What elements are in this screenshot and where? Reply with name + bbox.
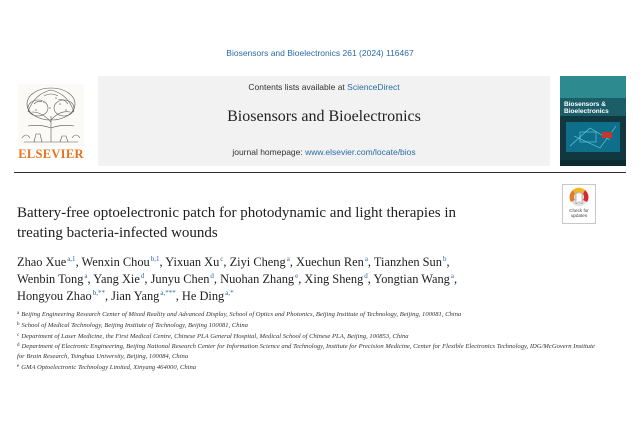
author-affiliation-marker[interactable]: a,* [225, 289, 234, 297]
author-name[interactable]: Yixuan Xu [165, 255, 220, 269]
author-name[interactable]: Nuohan Zhang [220, 272, 295, 286]
journal-homepage-link[interactable]: www.elsevier.com/locate/bios [305, 147, 416, 157]
author-entry [182, 289, 234, 303]
affiliation-list [17, 309, 597, 373]
author-name[interactable]: Hongyou Zhao [17, 289, 92, 303]
bookmark-icon [563, 185, 595, 209]
author-name[interactable]: Wenbin Tong [17, 272, 84, 286]
check-updates-line2: updates [570, 213, 588, 218]
author-name[interactable]: Xuechun Ren [296, 255, 364, 269]
author-separator: , [213, 272, 221, 286]
author-entry [17, 272, 93, 286]
author-entry [220, 272, 304, 286]
author-separator: , [289, 255, 297, 269]
affiliation-marker: d [17, 343, 20, 349]
author-entry [374, 272, 458, 286]
affiliation-marker: c [17, 332, 20, 338]
author-affiliation-marker[interactable]: d [364, 272, 368, 280]
journal-title: Biosensors and Bioelectronics [227, 108, 421, 125]
author-entry [17, 289, 111, 303]
article-title-line1: Battery-free optoelectronic patch for photodynamic and light therapies in [17, 205, 457, 221]
author-name[interactable]: Tianzhen Sun [373, 255, 442, 269]
header-divider [14, 172, 626, 173]
author-name[interactable]: Ziyi Cheng [229, 255, 286, 269]
author-entry [151, 272, 221, 286]
author-separator: , [87, 272, 94, 286]
author-entry [230, 255, 296, 269]
author-affiliation-marker[interactable]: a [450, 272, 454, 280]
author-entry [374, 255, 450, 269]
affiliation-text: GMA Optoelectronic Technology Limited, Xinyang 464000, China [21, 363, 197, 371]
author-separator: , [104, 289, 112, 303]
affiliation-text: Department of Laser Medicine, the First Medical Centre, Chinese PLA General Hospital, Medical School of Chinese PLA, Beijing, 100853, China [21, 332, 409, 340]
author-affiliation-marker[interactable]: c [220, 255, 224, 263]
sciencedirect-link[interactable]: ScienceDirect [347, 82, 400, 92]
affiliation-text: Department of Electronic Engineering, Beijing National Research Center for Information Science and Technology, Institute for Precision Medicine, Center for Flexible Electronics Technology, IDG/McGovern Institute for Brain Research, Tsinghua University, Beijing, 100084, China [17, 343, 595, 361]
author-separator: , [453, 272, 458, 286]
affiliation-marker: e [17, 363, 20, 369]
contents-prefix: Contents lists available at [248, 82, 348, 92]
author-name[interactable]: Jian Yang [111, 289, 160, 303]
author-name[interactable]: Zhao Xue [17, 255, 67, 269]
author-entry [93, 272, 150, 286]
affiliation-text: Beijing Engineering Research Center of Mixed Reality and Advanced Display, School of Optics and Photonics, Beijing Institute of Technology, Beijing, 100081, China [21, 311, 462, 318]
affiliation-marker: b [17, 321, 20, 327]
author-affiliation-marker[interactable]: a [364, 255, 368, 263]
author-entry [304, 272, 373, 286]
author-affiliation-marker[interactable]: a [286, 255, 290, 263]
author-affiliation-marker[interactable]: a [84, 272, 88, 280]
author-entry [17, 255, 82, 269]
check-for-updates-button[interactable] [562, 184, 596, 224]
homepage-line [98, 147, 550, 157]
author-affiliation-marker[interactable]: a,1 [67, 255, 76, 263]
affiliation-item [17, 362, 597, 373]
author-affiliation-marker[interactable]: d [140, 272, 145, 280]
homepage-prefix: journal homepage: [232, 147, 306, 157]
article-title [17, 203, 552, 243]
affiliation-item [17, 309, 597, 320]
author-entry [82, 255, 166, 269]
author-entry [296, 255, 374, 269]
author-affiliation-marker[interactable]: e [295, 272, 299, 280]
cover-title-line1: Biosensors & [564, 101, 606, 108]
journal-cover-thumbnail[interactable] [560, 76, 626, 166]
author-affiliation-marker[interactable]: b,** [92, 289, 105, 297]
affiliation-item [17, 320, 597, 331]
author-separator: , [159, 255, 166, 269]
elsevier-wordmark[interactable]: ELSEVIER [18, 147, 84, 161]
author-name[interactable]: Junyu Chen [150, 272, 210, 286]
author-separator: , [367, 272, 374, 286]
author-separator: , [298, 272, 305, 286]
author-separator: , [175, 289, 182, 303]
affiliation-text: School of Medical Technology, Beijing Institute of Technology, Beijing 100081, China [21, 321, 248, 329]
author-name[interactable]: Wenxin Chou [81, 255, 150, 269]
journal-masthead [98, 76, 550, 166]
author-entry [165, 255, 229, 269]
author-name[interactable]: Xing Sheng [304, 272, 364, 286]
author-separator: , [223, 255, 230, 269]
article-title-line2: treating bacteria-infected wounds [17, 225, 218, 241]
check-for-updates-label [563, 208, 595, 218]
author-separator: , [75, 255, 82, 269]
affiliation-item [17, 331, 597, 342]
author-list [17, 254, 577, 305]
author-affiliation-marker[interactable]: d [210, 272, 214, 280]
author-affiliation-marker[interactable]: a,*** [160, 289, 176, 297]
author-separator: , [446, 255, 450, 269]
author-affiliation-marker[interactable]: b [442, 255, 447, 263]
journal-citation[interactable]: Biosensors and Bioelectronics 261 (2024) 116467 [226, 48, 414, 58]
author-separator: , [144, 272, 151, 286]
affiliation-marker: a [17, 311, 20, 316]
cover-title-line2: Bioelectronics [564, 108, 609, 115]
author-entry [111, 289, 182, 303]
contents-line [98, 82, 550, 92]
author-name[interactable]: He Ding [181, 289, 225, 303]
cover-title [564, 101, 624, 115]
author-name[interactable]: Yang Xie [93, 272, 140, 286]
author-separator: , [367, 255, 374, 269]
author-affiliation-marker[interactable]: b,1 [150, 255, 160, 263]
check-updates-line1: Check for [569, 208, 589, 213]
affiliation-item [17, 341, 597, 362]
author-name[interactable]: Yongtian Wang [373, 272, 450, 286]
